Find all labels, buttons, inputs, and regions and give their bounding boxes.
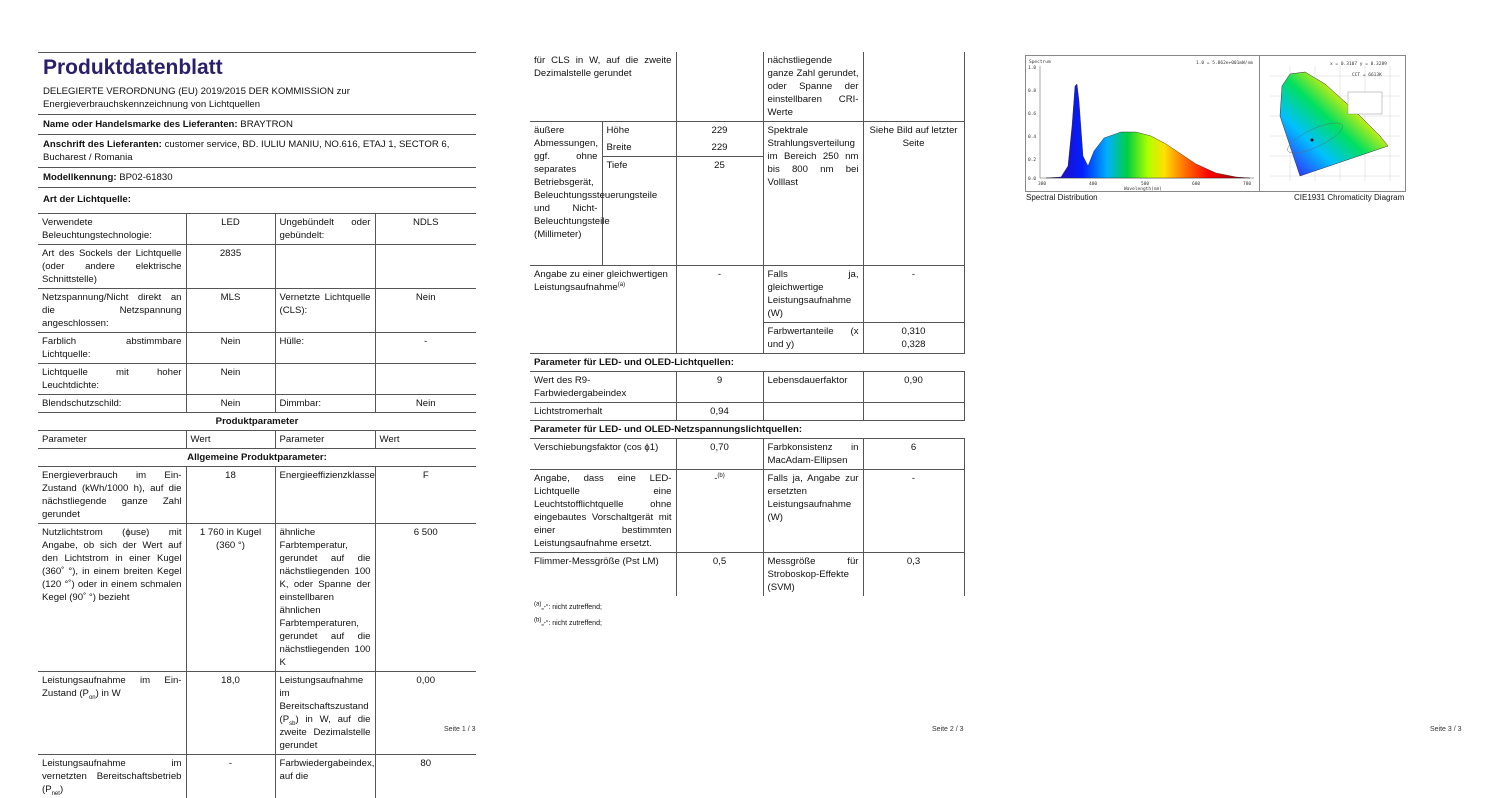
spectrum-svg <box>1026 56 1260 191</box>
value-cell: 0,70 <box>676 439 763 470</box>
param-cell: Hülle: <box>275 333 375 364</box>
psb-tail: ) in W, auf die zweite Dezimalstelle gerundet <box>280 714 371 751</box>
ytick: 0.0 <box>1028 176 1036 182</box>
led-params-heading: Parameter für LED- und OLED-Lichtquellen: <box>530 354 964 372</box>
dim-name: Breite <box>602 139 676 157</box>
param-cell: Angabe, dass eine LED-Lichtquelle eine Leuchtstofflichtquelle ohne eingebautes Vorschaltgerät mit einer bestimmten Leistungsaufnahme ersetzt. <box>530 470 676 553</box>
table-row <box>38 524 476 672</box>
section-header-row <box>38 413 476 431</box>
ytick: 1.0 <box>1028 65 1036 71</box>
value-cell: 0,00 <box>375 672 476 755</box>
mains-params-heading: Parameter für LED- und OLED-Netzspannungslichtquellen: <box>530 421 964 439</box>
footnote-a-text: „-“: nicht zutreffend; <box>541 604 602 611</box>
model-label: Modellkennung: <box>43 172 117 183</box>
col-header-param: Parameter <box>38 431 186 449</box>
value-cell: 0,94 <box>676 403 763 421</box>
ytick: 0.8 <box>1028 88 1036 94</box>
pon-label: Leistungsaufnahme im Ein-Zustand (P <box>42 675 182 699</box>
equiv-label: Angabe zu einer gleichwertigen Leistungsaufnahme <box>534 269 668 293</box>
value-cell: 2835 <box>186 245 275 289</box>
table-row <box>530 323 964 354</box>
page-2 <box>530 52 964 632</box>
light-type-row <box>38 187 476 213</box>
value-cell: LED <box>186 214 275 245</box>
section-header-row <box>530 354 964 372</box>
param-cell <box>275 672 375 755</box>
dims-label: äußere Abmessungen, ggf. ohne separates Betriebsgerät, Beleuchtungssteuerungsteile und Nicht-Beleuchtungsteile (Millimeter) <box>530 122 602 266</box>
value-cell <box>676 470 763 553</box>
footnote-b <box>534 616 964 632</box>
empty-cell <box>676 323 763 354</box>
value-cell <box>375 364 476 395</box>
param-cell: Farblich abstimmbare Lichtquelle: <box>38 333 186 364</box>
chroma-x: 0,310 <box>868 325 960 338</box>
spectral-label: Spektrale Strahlungsverteilung im Bereich 250 nm bis 800 nm bei Volllast <box>763 122 863 266</box>
table-row <box>530 553 964 597</box>
value-cell <box>863 52 964 121</box>
equiv-sup: (a) <box>618 282 625 288</box>
ytick: 0.6 <box>1028 111 1036 117</box>
value-cell: Nein <box>186 395 275 413</box>
value-cell: - <box>676 266 763 323</box>
cie-svg <box>1260 56 1405 191</box>
param-cell: Wert des R9-Farbwiedergabeindex <box>530 372 676 403</box>
value-cell <box>375 245 476 289</box>
psb-label: Leistungsaufnahme im Bereitschaftszustand (P <box>280 675 369 725</box>
param-cell: Verschiebungsfaktor (cos ϕ1) <box>530 439 676 470</box>
param-cell: nächstliegende ganze Zahl gerundet, oder Spanne der einstellbaren CRI-Werte <box>763 52 863 121</box>
param-cell <box>530 266 676 323</box>
cie-legend-box <box>1348 92 1382 114</box>
value-cell <box>863 323 964 354</box>
param-cell <box>38 672 186 755</box>
param-cell: Falls ja, gleichwertige Leistungsaufnahme (W) <box>763 266 863 323</box>
table-row <box>38 755 476 798</box>
table-row <box>530 122 964 140</box>
value-cell: Nein <box>186 333 275 364</box>
param-cell: Lichtstromerhalt <box>530 403 676 421</box>
param-cell: Farbwertanteile (x und y) <box>763 323 863 354</box>
value-cell: Nein <box>375 289 476 333</box>
light-type-label: Art der Lichtquelle: <box>43 194 131 205</box>
model-row <box>38 167 476 187</box>
value-cell: 0,5 <box>676 553 763 597</box>
param-cell <box>275 364 375 395</box>
value-cell: 18,0 <box>186 672 275 755</box>
value-cell: F <box>375 467 476 524</box>
value-cell: 6 <box>863 439 964 470</box>
page2-table <box>530 52 965 121</box>
param-cell: Falls ja, Angabe zur ersetzten Leistungsaufnahme (W) <box>763 470 863 553</box>
empty-cell <box>763 403 863 421</box>
spectral-distribution-chart <box>1025 55 1261 192</box>
footnote-a <box>534 600 964 616</box>
table-row <box>38 333 476 364</box>
table-row <box>530 403 964 421</box>
param-cell: Art des Sockels der Lichtquelle (oder andere elektrische Schnittstelle) <box>38 245 186 289</box>
param-cell: Verwendete Beleuchtungstechnologie: <box>38 214 186 245</box>
ytick: 0.2 <box>1028 157 1036 163</box>
value-cell: 0,90 <box>863 372 964 403</box>
value-cell: 6 500 <box>375 524 476 672</box>
page2-table-main <box>530 121 965 596</box>
page-number-3: Seite 3 / 3 <box>1430 723 1462 736</box>
dim-name: Tiefe <box>602 157 676 266</box>
page-1 <box>38 0 476 798</box>
cie-xy-readout: x = 0.3107 y = 0.3289 <box>1330 61 1387 67</box>
value-cell: NDLS <box>375 214 476 245</box>
section-header-row <box>530 421 964 439</box>
param-cell <box>275 245 375 289</box>
param-cell: Lebensdauerfaktor <box>763 372 863 403</box>
xtick: 680 <box>1192 181 1200 187</box>
spectrum-axis-label: Wavelength(nm) <box>1124 186 1162 191</box>
document-title: Produktdatenblatt <box>43 55 471 81</box>
param-cell: Netzspannung/Nicht direkt an die Netzspannung angeschlossen: <box>38 289 186 333</box>
param-cell: Farbwiedergabeindex, auf die <box>275 755 375 798</box>
pnet-sub: net <box>52 791 60 797</box>
product-params-heading: Produktparameter <box>38 413 476 431</box>
dim-name: Höhe <box>602 122 676 140</box>
ytick: 0.4 <box>1028 134 1036 140</box>
model-value: BP02-61830 <box>119 172 172 183</box>
footnote-b-text: „-“: nicht zutreffend; <box>541 620 602 627</box>
spectrum-title: Spectrum <box>1029 59 1051 65</box>
value-cell: 18 <box>186 467 275 524</box>
col-header-value: Wert <box>186 431 275 449</box>
footnote-b-sup: (b) <box>534 618 541 624</box>
param-cell: Messgröße für Stroboskop-Effekte (SVM) <box>763 553 863 597</box>
cie-locus <box>1280 72 1388 176</box>
param-cell: Nutzlichtstrom (ϕuse) mit Angabe, ob sich der Wert auf den Lichtstrom in einer Kugel (360˚ °), in einem breiten Kegel (120 °˚) oder in einem schmalen Kegel (90˚ °) bezieht <box>38 524 186 672</box>
col-header-param: Parameter <box>275 431 375 449</box>
pon-sub: on <box>89 695 96 701</box>
cie-cct-readout: CCT = 6613K <box>1352 72 1382 78</box>
table-row <box>38 395 476 413</box>
pnet-label: Leistungsaufnahme im vernetzten Bereitschaftsbetrieb (P <box>42 758 182 795</box>
table-row <box>530 52 964 121</box>
spectrum-info: 1.0 = 5.862e+001mW/nm <box>1196 60 1253 66</box>
footnote-a-sup: (a) <box>534 602 541 608</box>
param-cell: Vernetzte Lichtquelle (CLS): <box>275 289 375 333</box>
measured-point <box>1311 139 1314 142</box>
param-cell: ähnliche Farbtemperatur, gerundet auf die nächstliegenden 100 K, oder Spanne der einstellbaren ähnlichen Farbtemperaturen, gerundet auf die nächstliegenden 100 K <box>275 524 375 672</box>
table-row <box>530 372 964 403</box>
param-cell: Dimmbar: <box>275 395 375 413</box>
table-row <box>38 214 476 245</box>
param-cell: für CLS in W, auf die zweite Dezimalstelle gerundet <box>530 52 676 121</box>
value-cell: - <box>375 333 476 364</box>
table-row <box>38 289 476 333</box>
value-cell: 9 <box>676 372 763 403</box>
chroma-y: 0,328 <box>868 338 960 351</box>
value-cell: - <box>186 755 275 798</box>
spectral-value: Siehe Bild auf letzter Seite <box>863 122 964 266</box>
param-cell: Ungebündelt oder gebündelt: <box>275 214 375 245</box>
col-header-value: Wert <box>375 431 476 449</box>
value-cell: - <box>863 266 964 323</box>
column-header-row <box>38 431 476 449</box>
cie-chromaticity-chart <box>1259 55 1406 192</box>
dim-value: 229 <box>676 139 763 157</box>
address-label: Anschrift des Lieferanten: <box>43 139 162 150</box>
value-cell: Nein <box>186 364 275 395</box>
table-row <box>38 672 476 755</box>
dim-value: 229 <box>676 122 763 140</box>
xtick: 780 <box>1243 181 1251 187</box>
table-row <box>38 245 476 289</box>
supplier-value: BRAYTRON <box>240 119 293 130</box>
param-cell: Flimmer-Messgröße (Pst LM) <box>530 553 676 597</box>
page-number-1: Seite 1 / 3 <box>444 723 476 736</box>
value-cell: 80 <box>375 755 476 798</box>
footnotes <box>530 600 964 632</box>
cie-caption: CIE1931 Chromaticity Diagram <box>1294 191 1404 204</box>
general-params-heading: Allgemeine Produktparameter: <box>38 449 476 467</box>
param-cell: Energieverbrauch im Ein-Zustand (kWh/1000 h), auf die nächstliegende ganze Zahl gerundet <box>38 467 186 524</box>
psb-sub: sb <box>289 721 295 727</box>
value-cell: 0,3 <box>863 553 964 597</box>
table-row <box>38 467 476 524</box>
value-cell: Nein <box>375 395 476 413</box>
value-cell <box>676 52 763 121</box>
address-row <box>38 134 476 167</box>
replace-value: - <box>714 473 717 484</box>
param-cell: Lichtquelle mit hoher Leuchtdichte: <box>38 364 186 395</box>
xtick: 380 <box>1038 181 1046 187</box>
spectral-caption: Spectral Distribution <box>1026 191 1098 204</box>
param-cell: Farbkonsistenz in MacAdam-Ellipsen <box>763 439 863 470</box>
light-source-table <box>38 213 476 798</box>
table-row <box>530 266 964 323</box>
empty-cell <box>530 323 676 354</box>
page-number-2: Seite 2 / 3 <box>932 723 964 736</box>
section-header-row <box>38 449 476 467</box>
value-cell: MLS <box>186 289 275 333</box>
param-cell <box>38 755 186 798</box>
value-cell: - <box>863 470 964 553</box>
empty-cell <box>863 403 964 421</box>
value-cell: 1 760 in Kugel (360 °) <box>186 524 275 672</box>
xtick: 480 <box>1089 181 1097 187</box>
dim-value: 25 <box>676 157 763 266</box>
address-value: customer service, BD. IULIU MANIU, NO.616, ETAJ 1, SECTOR 6, Bucharest / Romania <box>43 139 449 163</box>
pon-tail: ) in W <box>96 688 121 699</box>
supplier-label: Name oder Handelsmarke des Lieferanten: <box>43 119 238 130</box>
spectrum-yticks <box>1028 65 1036 182</box>
table-row <box>38 364 476 395</box>
param-cell: Energieeffizienzklasse <box>275 467 375 524</box>
param-cell: Blendschutzschild: <box>38 395 186 413</box>
replace-sup: (b) <box>717 473 724 479</box>
supplier-row <box>38 114 476 134</box>
regulation-text: DELEGIERTE VERORDNUNG (EU) 2019/2015 DER KOMMISSION zur Energieverbrauchskennzeichnung von Lichtquellen <box>43 85 471 111</box>
table-row <box>530 439 964 470</box>
pnet-tail: ) <box>60 784 63 795</box>
table-row <box>530 470 964 553</box>
page-title <box>38 52 476 111</box>
spectrum-curve <box>1046 84 1250 178</box>
xtick: 580 <box>1141 181 1149 187</box>
